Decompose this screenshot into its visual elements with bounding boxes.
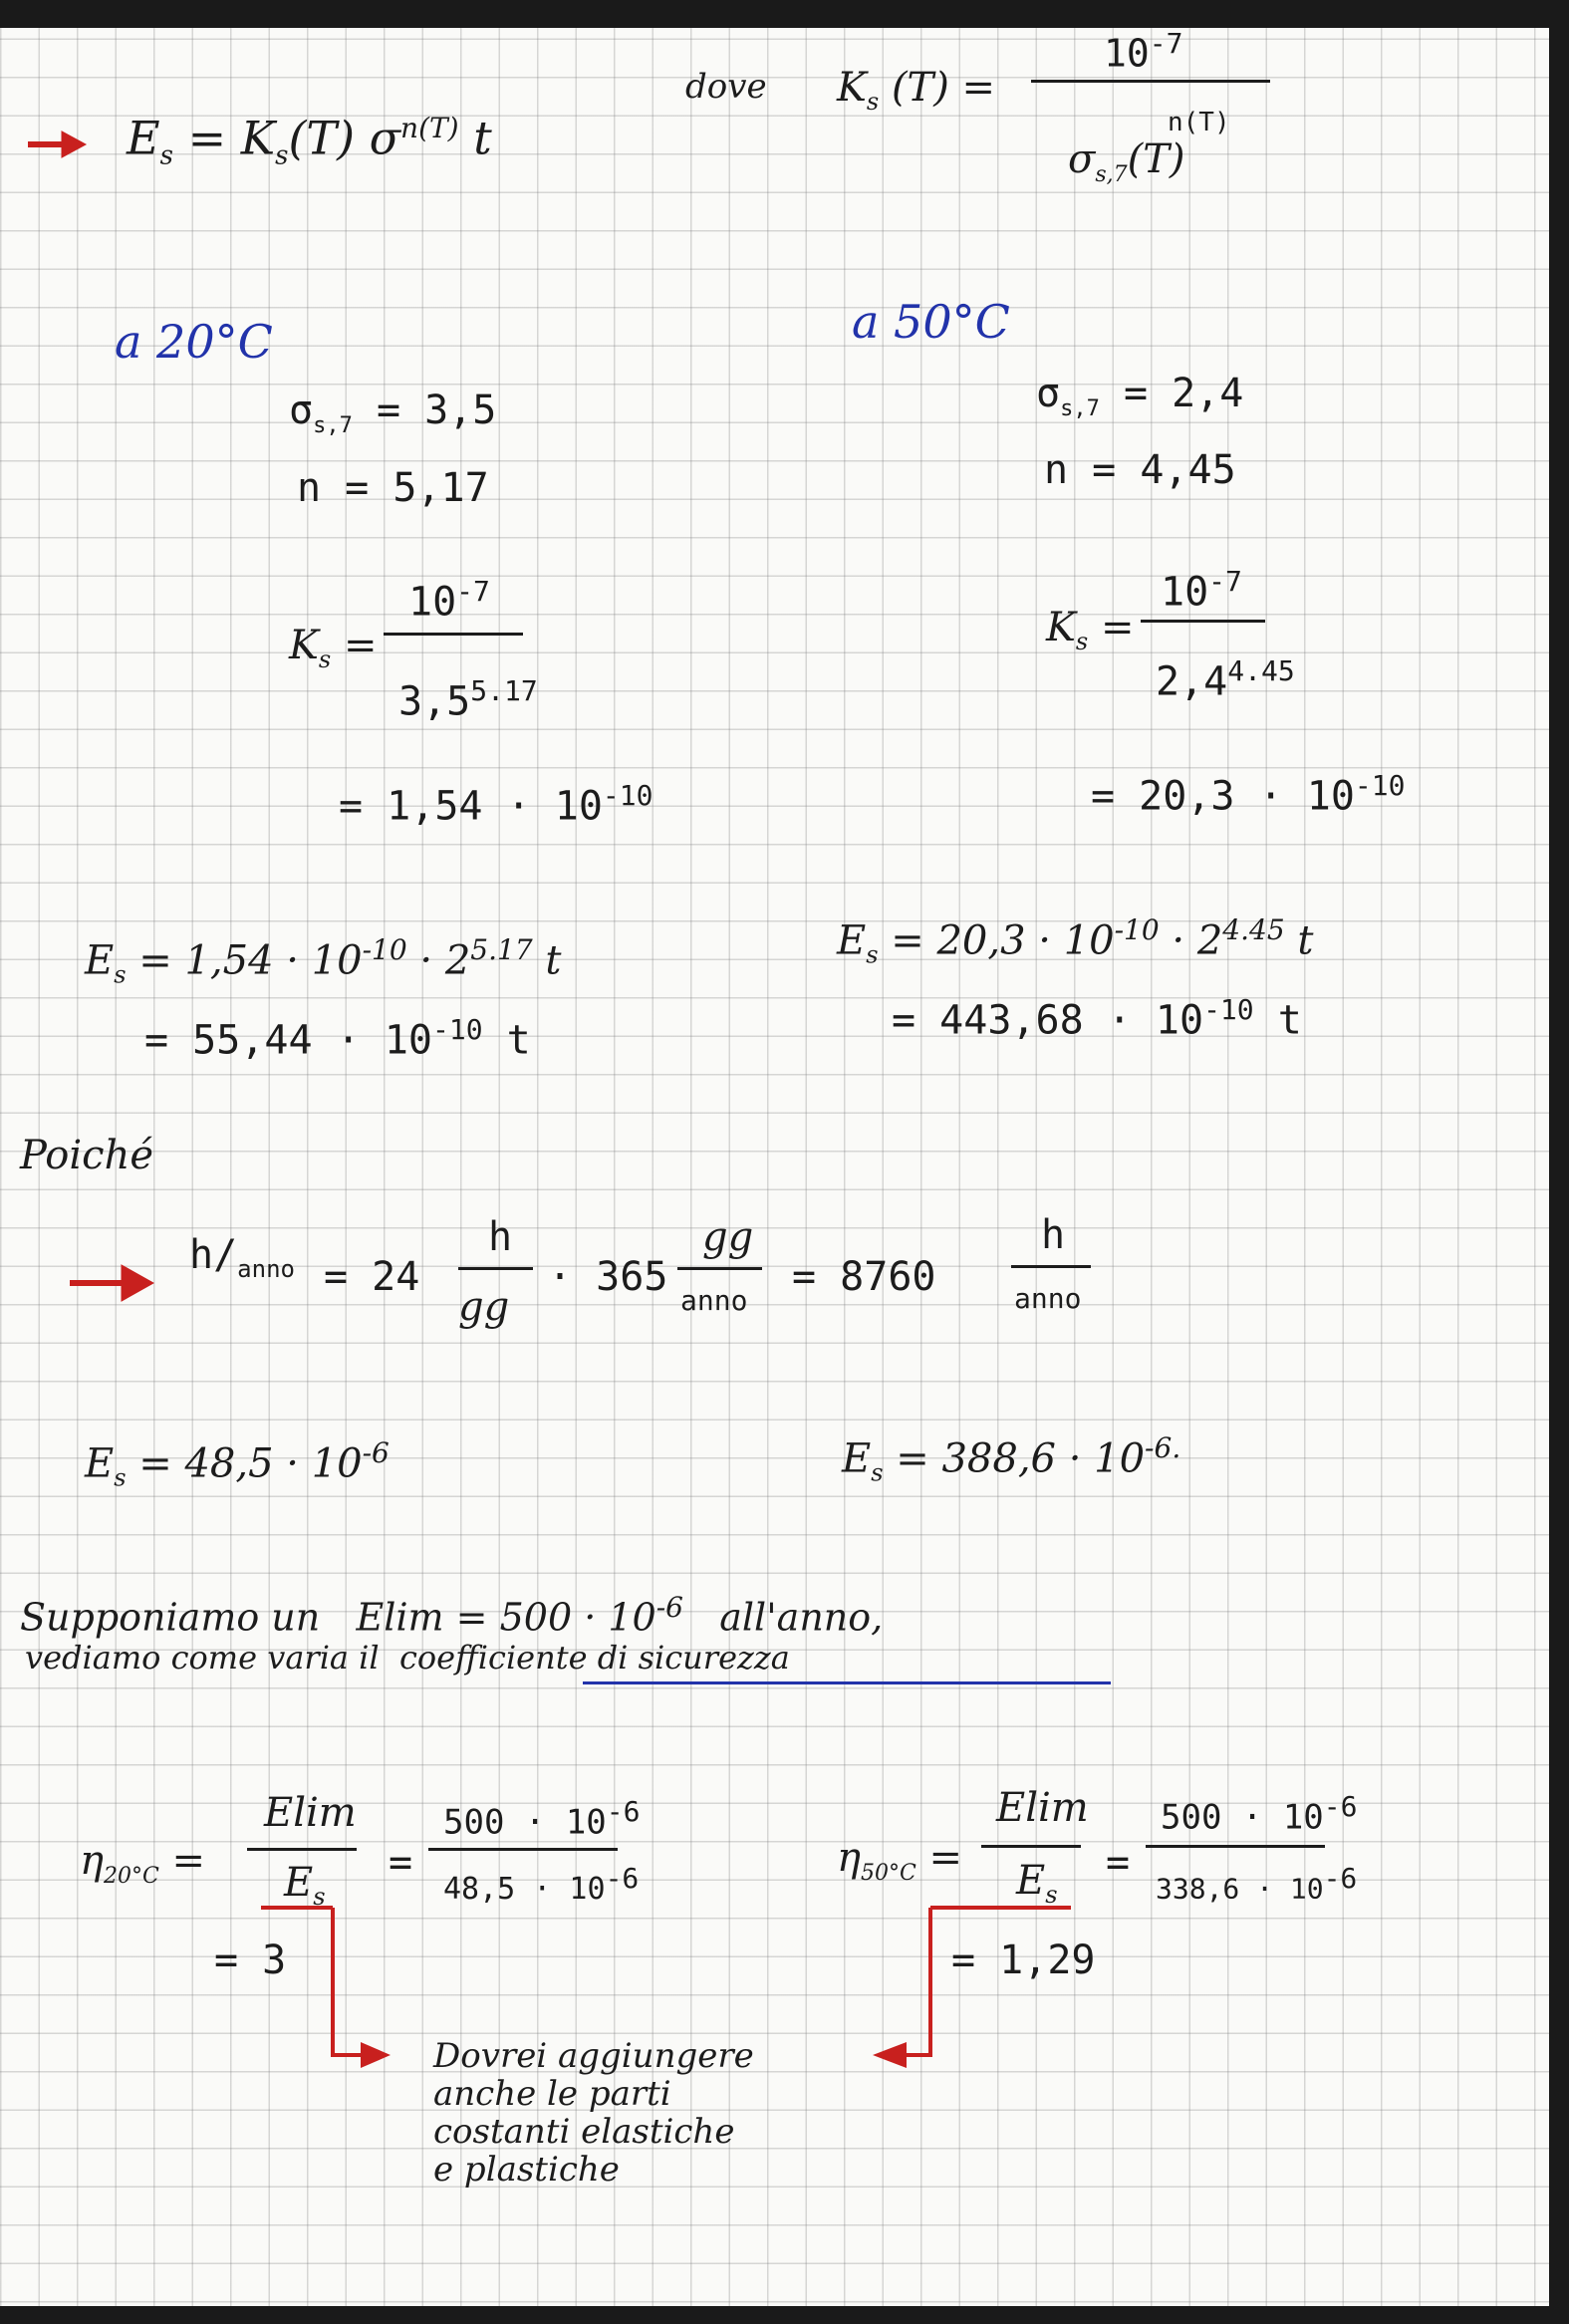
right-n: n = 4,45 <box>1044 447 1236 493</box>
ks-definition-numerator: $10^{-7}$ <box>1104 27 1183 76</box>
dove-label: dove <box>685 67 767 107</box>
left-sigma: $\sigma_{s,7} = 3,5$ <box>289 387 497 438</box>
right-ks-num: $10^{-7}$ <box>1161 565 1242 616</box>
right-ks-label: $K_s$ = <box>1046 605 1135 655</box>
left-ks-den: $3,5^{5.17}$ <box>398 674 538 725</box>
left-ks-fraction-bar <box>384 633 523 636</box>
right-es-final: $E_s = 388,6 \cdot 10^{-6.}$ <box>842 1431 1181 1487</box>
safety-right-bar <box>981 1845 1081 1848</box>
safety-left-bar <box>247 1848 357 1851</box>
safety-right-num2: $500 \cdot 10^{-6}$ <box>1161 1790 1358 1838</box>
poiche-label: Poiché <box>20 1133 154 1178</box>
safety-right-eta: $\eta_{50^\circ C}$ = <box>837 1835 963 1886</box>
left-title: a 20°C <box>115 315 273 369</box>
arrow-icon-poiche <box>70 1265 153 1301</box>
poiche-frac1-bar <box>458 1267 533 1270</box>
right-es-line2: = $443,68 \cdot 10^{-10}$ t <box>892 993 1302 1044</box>
poiche-frac3-den: anno <box>1014 1282 1082 1315</box>
ks-definition-denominator: $\sigma_{s,7}(T)$ <box>1068 136 1185 187</box>
safety-left-den2: $48,5 \cdot 10^{-6}$ <box>443 1862 640 1907</box>
left-es-line1: $E_s = 1,54 \cdot 10^{-10} \cdot 2^{5.17}$ t <box>85 933 562 989</box>
poiche-frac2-bar <box>677 1267 762 1270</box>
safety-left-result: = 3 <box>214 1937 287 1983</box>
left-ks-label: $K_s$ = <box>289 623 378 673</box>
safety-left-bar2 <box>428 1848 618 1851</box>
safety-right-den2: $338,6 \cdot 10^{-6}$ <box>1156 1862 1358 1906</box>
poiche-frac2-den: anno <box>680 1284 748 1317</box>
safety-right-den: $E_s$ <box>1016 1858 1058 1909</box>
safety-right-eq2: = <box>1106 1840 1131 1886</box>
left-n: n = 5,17 <box>297 465 489 511</box>
right-ks-den: $2,4^{4.45}$ <box>1156 654 1295 705</box>
ks-definition-den-exp: n(T) <box>1168 108 1230 137</box>
right-es-line1: $E_s = 20,3 \cdot 10^{-10} \cdot 2^{4.45}$ t <box>837 913 1314 969</box>
right-title: a 50°C <box>852 295 1010 349</box>
right-ks-fraction-bar <box>1141 620 1265 623</box>
poiche-frac1-den: gg <box>458 1284 510 1330</box>
safety-left-eta: $\eta_{20^\circ C}$ = <box>80 1838 206 1889</box>
supposition-line2: vediamo come varia il coefficiente di sicurezza <box>25 1639 790 1677</box>
poiche-frac3-bar <box>1011 1265 1091 1268</box>
safety-right-result: = 1,29 <box>951 1937 1096 1983</box>
note-text: Dovrei aggiungere anche le parti costanti elastiche e plastiche <box>433 2036 754 2190</box>
arrow-icon-top <box>28 131 86 157</box>
poiche-eq1: = 24 <box>324 1254 420 1300</box>
poiche-frac1-num: h <box>488 1214 513 1260</box>
safety-left-num: Elim <box>264 1790 357 1836</box>
right-sigma: $\sigma_{s,7} = 2,4$ <box>1036 371 1244 421</box>
poiche-frac3-num: h <box>1041 1212 1066 1258</box>
safety-right-num: Elim <box>996 1785 1089 1831</box>
right-ks-result: = $20,3 \cdot 10^{-10}$ <box>1091 769 1406 820</box>
ks-definition-fraction-bar <box>1031 80 1270 83</box>
poiche-eq2: = 8760 <box>792 1254 936 1300</box>
ks-definition-lhs: $K_s$ (T) = <box>837 65 996 116</box>
coefficient-underline <box>583 1681 1111 1684</box>
left-ks-num: $10^{-7}$ <box>408 575 490 626</box>
safety-right-bar2 <box>1146 1845 1325 1848</box>
left-es-final: $E_s = 48,5 \cdot 10^{-6}$ <box>85 1436 390 1492</box>
left-es-line2: = $55,44 \cdot 10^{-10}$ t <box>144 1013 531 1064</box>
left-ks-result: = $1,54 \cdot 10^{-10}$ <box>339 779 654 830</box>
arrow-icon-left <box>361 2042 391 2068</box>
poiche-frac2-num: gg <box>702 1214 754 1260</box>
poiche-mult: · 365 <box>548 1254 668 1300</box>
safety-left-num2: $500 \cdot 10^{-6}$ <box>443 1795 641 1843</box>
poiche-h-anno: $h/_{anno}$ <box>189 1232 295 1283</box>
safety-left-eq2: = <box>389 1840 413 1886</box>
arrow-icon-right <box>873 2042 907 2068</box>
creep-formula: $E_s = K_s(T)$ $\sigma^{n(T)}$ t <box>127 111 492 171</box>
supposition-line1: Supponiamo un $Elim = 500 \cdot 10^{-6}$ all'anno, <box>20 1591 884 1640</box>
safety-left-den: $E_s$ <box>284 1860 326 1911</box>
